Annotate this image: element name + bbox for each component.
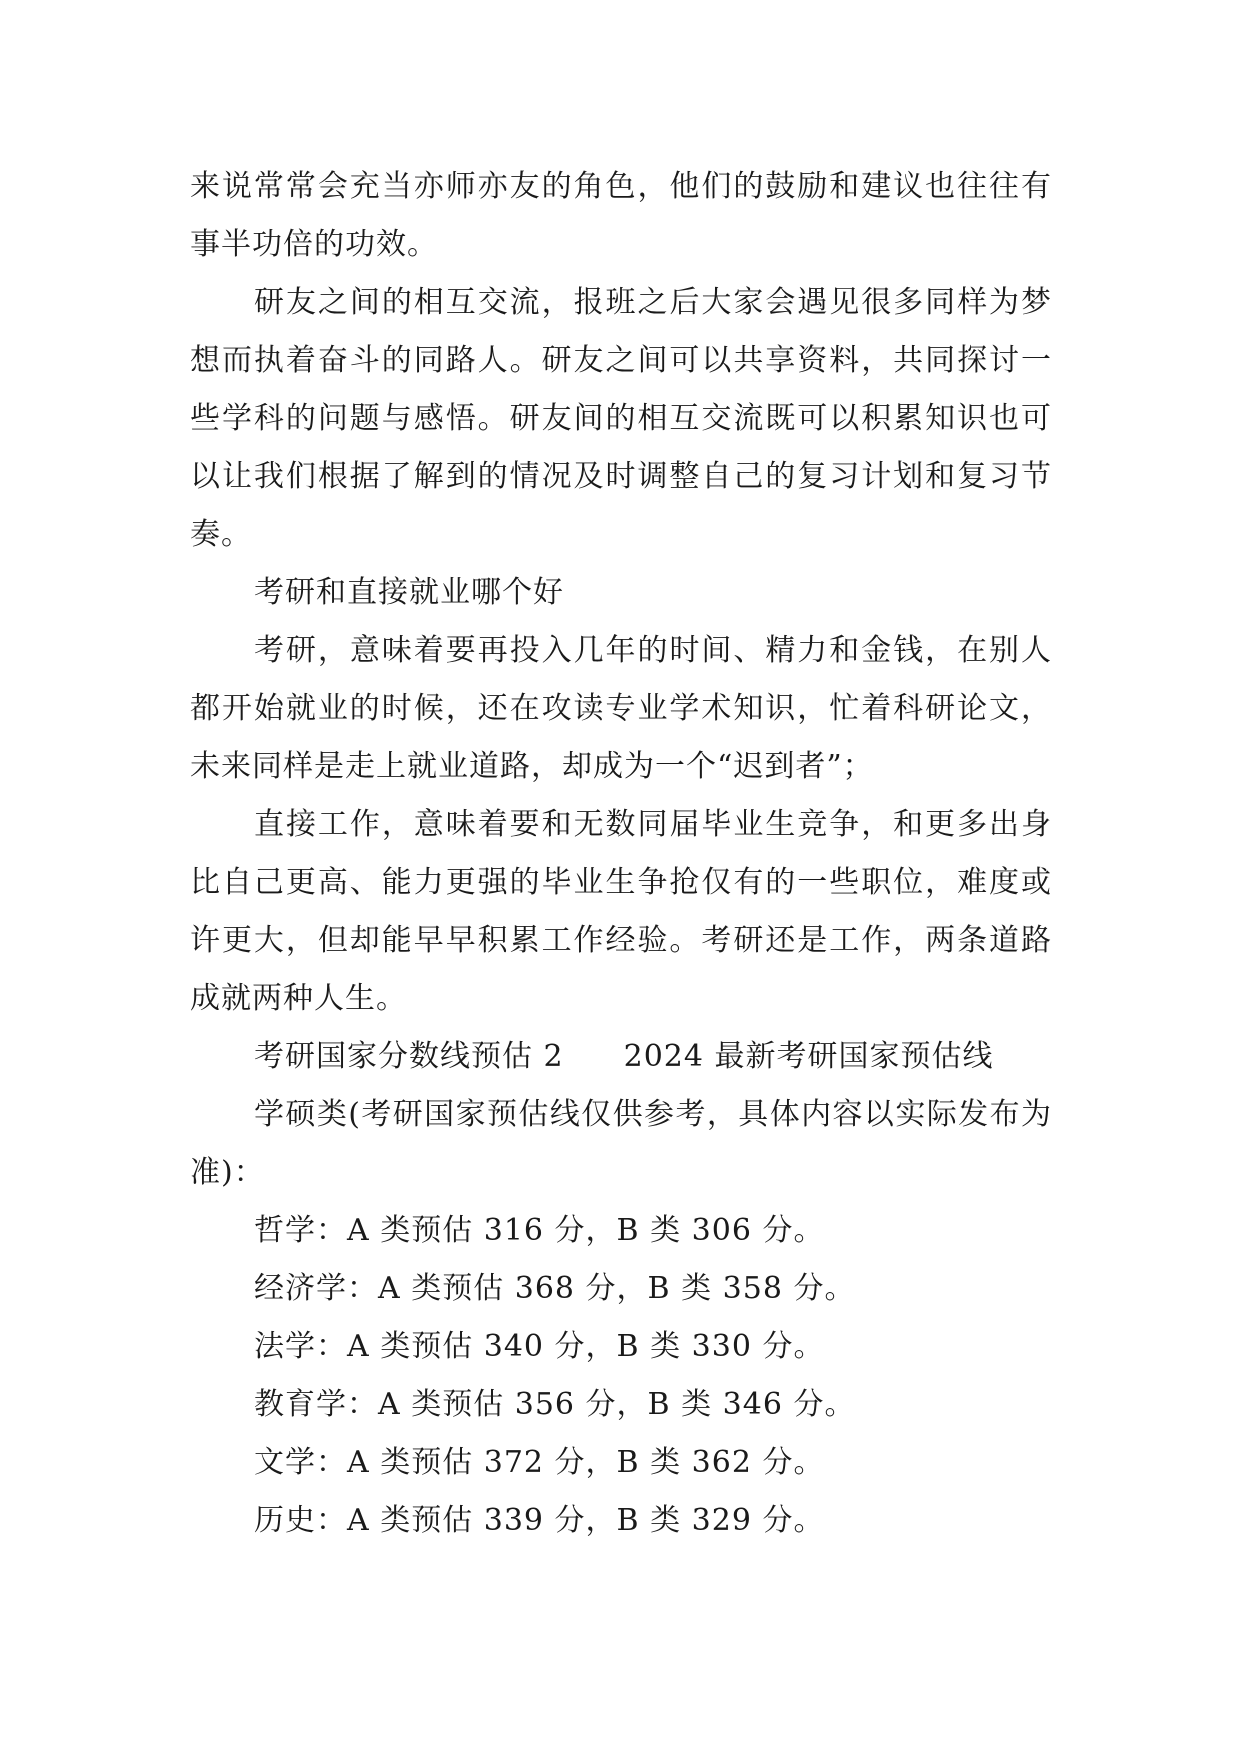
subheading-exam-vs-job: 考研和直接就业哪个好 bbox=[254, 575, 564, 610]
score-intro: 学硕类(考研国家预估线仅供参考，具体内容以实际发布为准)： bbox=[190, 1097, 1052, 1190]
paragraph-study-partners: 研友之间的相互交流，报班之后大家会遇见很多同样为梦想而执着奋斗的同路人。研友之间可以共享资料，共同探讨一些学科的问题与感悟。研友间的相互交流既可以积累知识也可以让我们根据了解到的情况及时调整自己的复习计划和复习节奏。 bbox=[190, 285, 1052, 552]
paragraph-work-option: 直接工作，意味着要和无数同届毕业生竞争，和更多出身比自己更高、能力更强的毕业生争抢仅有的一些职位，难度或许更大，但却能早早积累工作经验。考研还是工作，两条道路成就两种人生。 bbox=[190, 807, 1052, 1016]
score-line-economics: 经济学：A 类预估 368 分，B 类 358 分。 bbox=[254, 1271, 856, 1306]
score-line-law: 法学：A 类预估 340 分，B 类 330 分。 bbox=[254, 1329, 825, 1364]
document-page bbox=[190, 158, 1052, 1550]
score-line-philosophy: 哲学：A 类预估 316 分，B 类 306 分。 bbox=[254, 1213, 825, 1248]
section-heading-right: 2024 最新考研国家预估线 bbox=[623, 1039, 994, 1074]
section-heading-left: 考研国家分数线预估 2 bbox=[254, 1039, 564, 1074]
score-line-literature: 文学：A 类预估 372 分，B 类 362 分。 bbox=[254, 1445, 825, 1480]
score-line-history: 历史：A 类预估 339 分，B 类 329 分。 bbox=[254, 1503, 825, 1538]
paragraph-exam-option: 考研，意味着要再投入几年的时间、精力和金钱，在别人都开始就业的时候，还在攻读专业学术知识，忙着科研论文，未来同样是走上就业道路，却成为一个“迟到者”； bbox=[190, 633, 1052, 784]
section-heading bbox=[190, 1028, 1052, 1086]
score-line-education: 教育学：A 类预估 356 分，B 类 346 分。 bbox=[254, 1387, 856, 1422]
paragraph-continuation: 来说常常会充当亦师亦友的角色，他们的鼓励和建议也往往有事半功倍的功效。 bbox=[190, 169, 1052, 262]
